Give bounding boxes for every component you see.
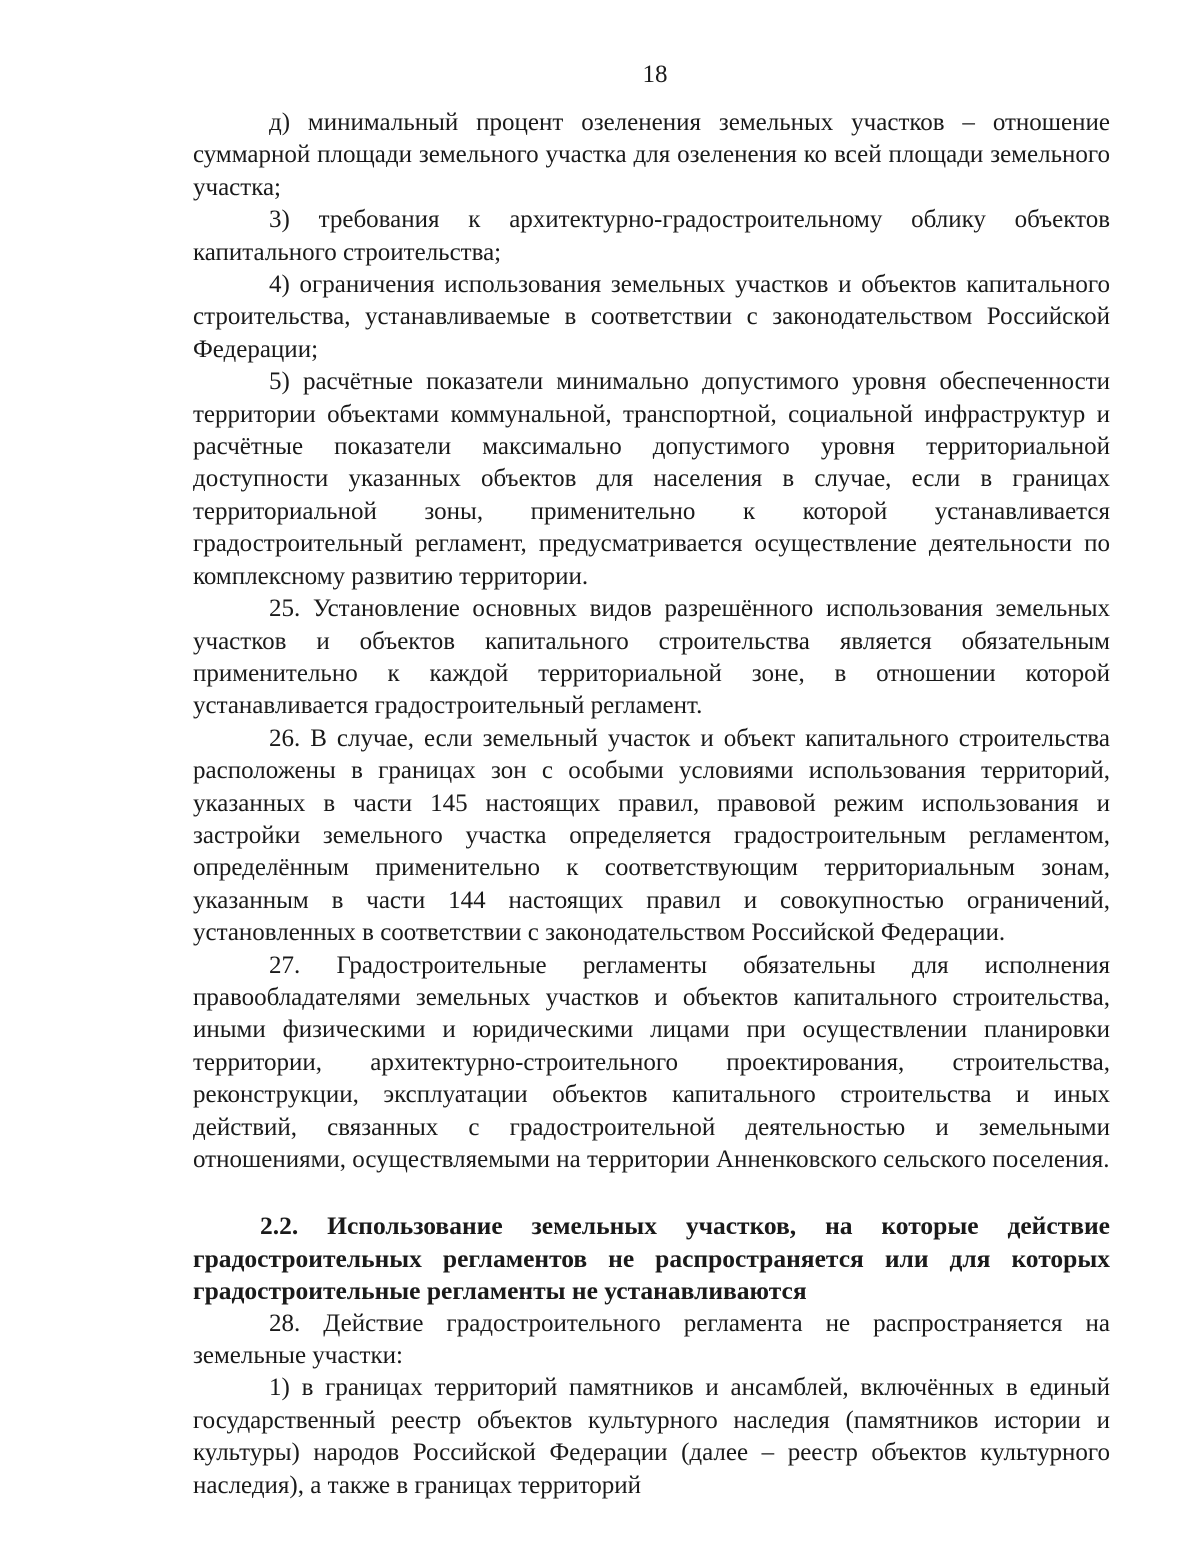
document-body (193, 107, 1110, 1502)
paragraph-4-restrictions: 4) ограничения использования земельных участков и объектов капитального строительства, устанавливаемые в соответствии с законодательством Российской Федерации; (193, 271, 1110, 363)
paragraph-d-greening: д) минимальный процент озеленения земельных участков – отношение суммарной площади земельного участка для озеленения ко всей площади земельного участка; (193, 109, 1110, 201)
paragraph-28-1: 1) в границах территорий памятников и ансамблей, включённых в единый государственный реестр объектов культурного наследия (памятников истории и культуры) народов Российской Федерации (далее – реестр объектов культурного наследия), а также в границах территорий (193, 1374, 1110, 1499)
paragraph-5-calculated-indicators: 5) расчётные показатели минимально допустимого уровня обеспеченности территории объектами коммунальной, транспортной, социальной инфраструктур и расчётные показатели максимально допустимого уровня территориальной доступности указанных объектов для населения в случае, если в границах территориальной зоны, применительно к которой устанавливается градостроительный регламент, предусматривается осуществление деятельности по комплексному развитию территории. (193, 368, 1110, 590)
paragraph-27: 27. Градостроительные регламенты обязательны для исполнения правообладателями земельных участков и объектов капитального строительства, иными физическими и юридическими лицами при осуществлении планировки территории, архитектурно-строительного проектирования, строительства, реконструкции, эксплуатации объектов капитального строительства и иных действий, связанных с градостроительной деятельностью и земельными отношениями, осуществляемыми на территории Анненковского сельского поселения. (193, 951, 1110, 1173)
paragraph-25: 25. Установление основных видов разрешённого использования земельных участков и объектов капитального строительства является обязательным применительно к каждой территориальной зоне, в отношении которой устанавливается градостроительный регламент. (193, 595, 1110, 720)
paragraph-26: 26. В случае, если земельный участок и объект капитального строительства расположены в границах зон с особыми условиями использования территорий, указанных в части 145 настоящих правил, правовой режим использования и застройки земельного участка определяется градостроительным регламентом, определённым применительно к соответствующим территориальным зонам, указанным в части 144 настоящих правил и совокупностью ограничений, установленных в соответствии с законодательством Российской Федерации. (193, 724, 1110, 947)
paragraph-3-architectural-requirements: 3) требования к архитектурно-градостроительному облику объектов капитального строительства; (193, 206, 1110, 266)
page-number: 18 (642, 61, 668, 88)
paragraph-28: 28. Действие градостроительного регламента не распространяется на земельные участки: (193, 1309, 1110, 1370)
section-heading-2-2: 2.2. Использование земельных участков, на которые действие градостроительных регламентов не распространяется или для которых градостроительные регламенты не устанавливаются (193, 1211, 1110, 1306)
